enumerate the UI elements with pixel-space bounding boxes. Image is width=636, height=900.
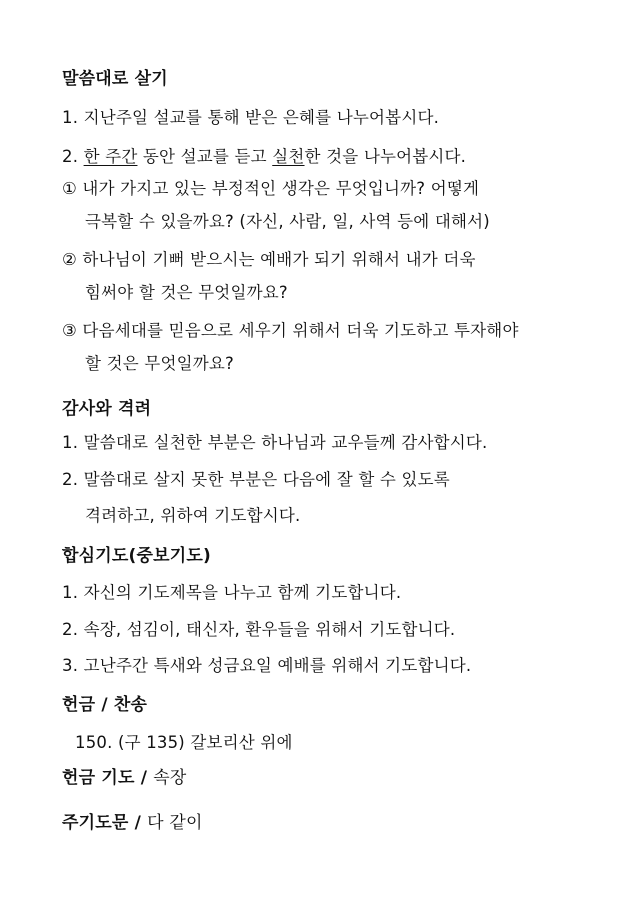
sub-item-1-line-2: 극복할 수 있을까요? (자신, 사람, 일, 사역 등에 대해서) xyxy=(85,212,490,231)
hymn-number: 150. (구 135) 갈보리산 위에 xyxy=(75,733,293,752)
section-title-lords-prayer xyxy=(62,812,203,834)
section-title-thanks-encouragement: 감사와 격려 xyxy=(62,399,152,419)
item-text: 한 것을 나누어봅시다. xyxy=(304,147,467,166)
list-item: 2. 말씀대로 살지 못한 부분은 다음에 잘 할 수 있도록 xyxy=(62,470,450,489)
sub-item-3-line-2: 할 것은 무엇일까요? xyxy=(85,354,234,373)
list-item: 2. 속장, 섬김이, 태신자, 환우들을 위해서 기도합니다. xyxy=(62,620,456,639)
list-item: 1. 지난주일 설교를 통해 받은 은혜를 나누어봅시다. xyxy=(62,108,440,127)
list-item xyxy=(62,146,466,168)
list-item: 1. 말씀대로 실천한 부분은 하나님과 교우들께 감사합시다. xyxy=(62,433,488,452)
sub-item-2-line-2: 힘써야 할 것은 무엇일까요? xyxy=(85,283,288,302)
section-title-united-prayer: 합심기도(중보기도) xyxy=(62,546,211,566)
sub-item-3-line-1: ③ 다음세대를 믿음으로 세우기 위해서 더욱 기도하고 투자해야 xyxy=(62,321,519,340)
section-title-offering-prayer xyxy=(62,767,187,789)
item-prefix: 2. xyxy=(62,147,84,166)
section-title-offering-hymn: 헌금 / 찬송 xyxy=(62,695,148,715)
list-item-continuation: 격려하고, 위하여 기도합시다. xyxy=(85,506,301,525)
lords-prayer-value: 다 같이 xyxy=(147,813,203,833)
list-item: 3. 고난주간 특새와 성금요일 예배를 위해서 기도합니다. xyxy=(62,656,472,675)
underlined-text-practice: 실천 xyxy=(272,147,305,166)
sub-item-2-line-1: ② 하나님이 기뻐 받으시는 예배가 되기 위해서 내가 더욱 xyxy=(62,250,476,269)
underlined-text-one-week: 한 주간 xyxy=(83,147,138,166)
offering-prayer-label: 헌금 기도 / xyxy=(62,768,154,788)
list-item: 1. 자신의 기도제목을 나누고 함께 기도합니다. xyxy=(62,583,402,602)
sub-item-1-line-1: ① 내가 가지고 있는 부정적인 생각은 무엇입니까? 어떻게 xyxy=(62,179,480,198)
offering-prayer-leader: 속장 xyxy=(153,768,187,788)
item-text: 동안 설교를 듣고 xyxy=(137,147,273,166)
lords-prayer-label: 주기도문 / xyxy=(62,813,148,833)
section-title-live-by-word: 말씀대로 살기 xyxy=(62,69,168,89)
